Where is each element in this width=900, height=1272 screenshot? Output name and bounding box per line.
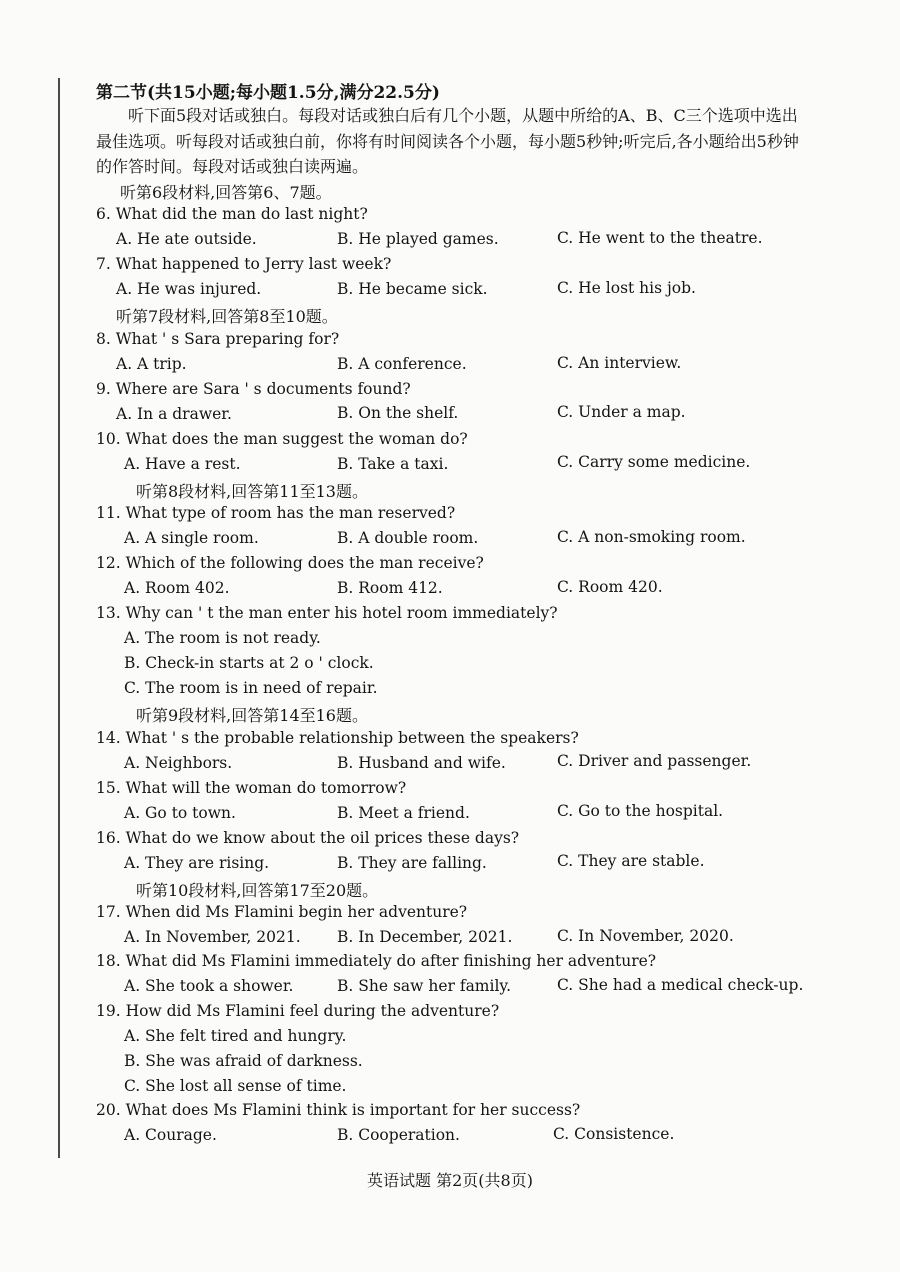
question-stem: 18. What did Ms Flamini immediately do after finishing her adventure? [96, 952, 657, 970]
question-stem: 15. What will the woman do tomorrow? [96, 779, 407, 797]
question-stem: 7. What happened to Jerry last week? [96, 255, 392, 273]
option-c: C. Go to the hospital. [557, 802, 724, 820]
option-b: B. Meet a friend. [337, 804, 470, 822]
option-c: C. They are stable. [557, 852, 705, 870]
option-a: A. Go to town. [124, 804, 236, 822]
option-b: B. In December, 2021. [337, 928, 513, 946]
option-c: C. Consistence. [553, 1125, 675, 1143]
material-heading: 听第7段材料,回答第8至10题。 [116, 307, 338, 326]
option-a: A. They are rising. [124, 854, 270, 872]
option-b: B. She was afraid of darkness. [124, 1052, 363, 1070]
option-b: B. Take a taxi. [337, 455, 449, 473]
option-b: B. They are falling. [337, 854, 487, 872]
option-c: C. In November, 2020. [557, 927, 734, 945]
option-c: C. She lost all sense of time. [124, 1077, 347, 1095]
section-instructions: 听下面5段对话或独白。每段对话或独白后有几个小题，从题中所给的A、B、C三个选项中选出最佳选项。听每段对话或独白前，你将有时间阅读各个小题，每小题5秒钟;听完后,各小题给出5秒钟的作答时间。每段对话或独白读两遍。 [96, 106, 799, 176]
option-a: A. She took a shower. [124, 977, 294, 995]
question-stem: 13. Why can ' t the man enter his hotel room immediately? [96, 604, 558, 622]
question-stem: 16. What do we know about the oil prices these days? [96, 829, 520, 847]
material-heading: 听第10段材料,回答第17至20题。 [136, 881, 379, 900]
option-c: C. Carry some medicine. [557, 453, 751, 471]
option-c: C. An interview. [557, 354, 682, 372]
option-b: B. Cooperation. [337, 1126, 460, 1144]
page-footer: 英语试题 第2页(共8页) [367, 1171, 533, 1190]
question-stem: 12. Which of the following does the man receive? [96, 554, 484, 572]
option-a: A. Courage. [124, 1126, 217, 1144]
question-stem: 8. What ' s Sara preparing for? [96, 330, 340, 348]
option-a: A. In November, 2021. [124, 928, 301, 946]
question-stem: 6. What did the man do last night? [96, 205, 368, 223]
option-b: B. A conference. [337, 355, 467, 373]
option-b: B. On the shelf. [337, 404, 459, 422]
option-c: C. He lost his job. [557, 279, 696, 297]
option-a: A. The room is not ready. [124, 629, 321, 647]
option-c: C. Driver and passenger. [557, 752, 752, 770]
option-b: B. He played games. [337, 230, 499, 248]
option-c: C. Under a map. [557, 403, 686, 421]
option-a: A. She felt tired and hungry. [124, 1027, 347, 1045]
question-stem: 19. How did Ms Flamini feel during the adventure? [96, 1002, 500, 1020]
material-heading: 听第6段材料,回答第6、7题。 [120, 183, 332, 202]
material-heading: 听第8段材料,回答第11至13题。 [136, 482, 368, 501]
option-a: A. He was injured. [116, 280, 262, 298]
material-heading: 听第9段材料,回答第14至16题。 [136, 706, 368, 725]
question-stem: 14. What ' s the probable relationship between the speakers? [96, 729, 579, 747]
option-b: B. Husband and wife. [337, 754, 506, 772]
option-c: C. The room is in need of repair. [124, 679, 378, 697]
question-stem: 10. What does the man suggest the woman do? [96, 430, 468, 448]
option-c: C. She had a medical check-up. [557, 976, 804, 994]
question-stem: 9. Where are Sara ' s documents found? [96, 380, 411, 398]
option-b: B. He became sick. [337, 280, 488, 298]
option-c: C. Room 420. [557, 578, 663, 596]
option-a: A. In a drawer. [116, 405, 232, 423]
option-c: C. He went to the theatre. [557, 229, 763, 247]
option-a: A. A trip. [116, 355, 187, 373]
option-b: B. A double room. [337, 529, 479, 547]
option-a: A. He ate outside. [116, 230, 257, 248]
option-b: B. Room 412. [337, 579, 443, 597]
question-stem: 20. What does Ms Flamini think is important for her success? [96, 1101, 581, 1119]
option-b: B. Check-in starts at 2 o ' clock. [124, 654, 374, 672]
option-a: A. Room 402. [124, 579, 230, 597]
option-a: A. Neighbors. [124, 754, 233, 772]
section-title: 第二节(共15小题;每小题1.5分,满分22.5分) [96, 83, 440, 103]
question-stem: 17. When did Ms Flamini begin her adventure? [96, 903, 468, 921]
option-a: A. Have a rest. [124, 455, 241, 473]
option-b: B. She saw her family. [337, 977, 512, 995]
option-a: A. A single room. [124, 529, 259, 547]
question-stem: 11. What type of room has the man reserved? [96, 504, 456, 522]
option-c: C. A non-smoking room. [557, 528, 746, 546]
